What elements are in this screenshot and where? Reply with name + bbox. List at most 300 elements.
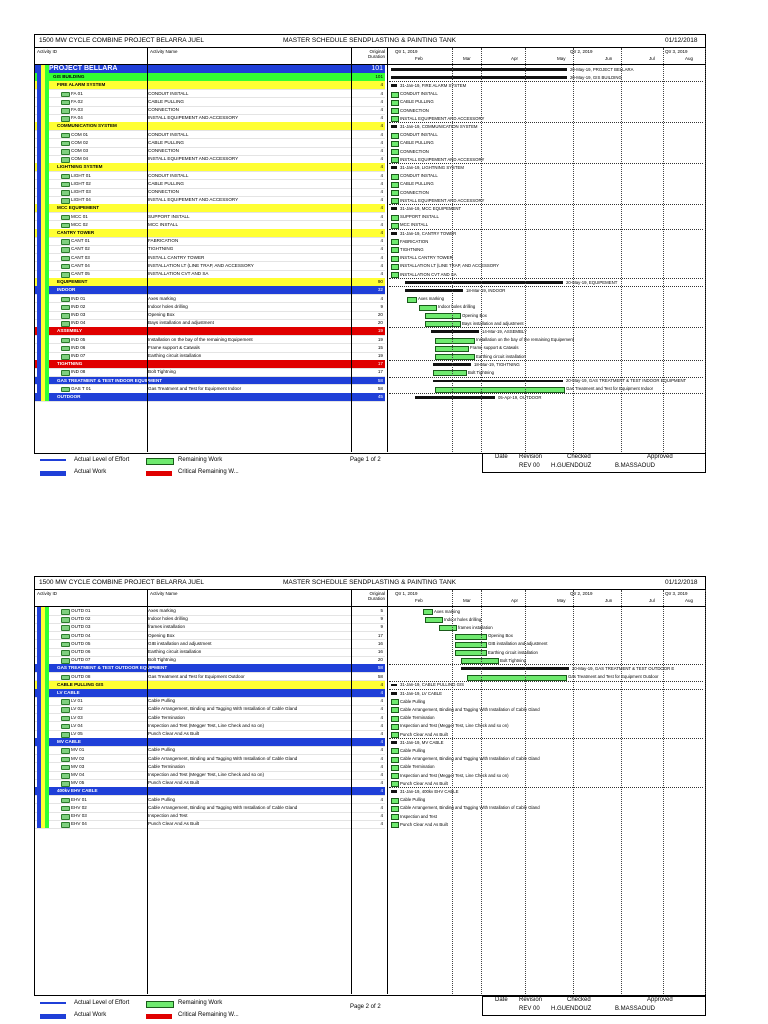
group-separator [389, 81, 703, 82]
group-separator [389, 229, 703, 230]
activity-id: GIS BUILDING [53, 74, 85, 80]
activity-id: EHV 02 [71, 804, 87, 810]
activity-id: MV 05 [71, 780, 85, 786]
grid-line [705, 48, 706, 452]
legend-effort: Actual Level of Effort [74, 457, 130, 463]
activity-id: COM 04 [71, 156, 89, 162]
activity-duration: 16 [377, 640, 383, 646]
project-title: 1500 MW CYCLE COMBINE PROJECT BELARRA JUEL [39, 37, 204, 44]
schedule-title: MASTER SCHEDULE SENDPLASTING & PAINTING TANK [283, 37, 457, 44]
activity-id: IND 04 [71, 320, 86, 326]
activity-duration: 5 [380, 608, 383, 613]
remaining-work-bar [391, 707, 399, 713]
remaining-work-bar [391, 100, 399, 106]
activity-duration: 4 [380, 115, 383, 121]
remaining-work-bar [391, 699, 399, 705]
activity-duration: 4 [380, 139, 383, 145]
activity-id: CANT 04 [71, 262, 90, 268]
group-separator [389, 689, 703, 690]
activity-name: MCC INSTALL [148, 221, 179, 227]
activity-name: TIGHTNING [148, 246, 174, 252]
approval-approved-by-2: B.MASSAOUD [615, 1006, 656, 1012]
title-bar [35, 35, 705, 48]
group-separator [389, 360, 703, 361]
group-separator [389, 681, 703, 682]
activity-bar-icon [61, 108, 70, 114]
activity-id: FA 01 [71, 90, 83, 96]
gantt-bar-label: Earthing circuit installation [488, 649, 538, 655]
activity-duration: 4 [380, 213, 383, 219]
activity-duration: 15 [377, 344, 383, 350]
activity-name: Inspection and Test (Megger Test, Line Check and so on) [148, 772, 265, 777]
activity-bar-icon [61, 239, 70, 245]
activity-duration: 4 [380, 262, 383, 268]
activity-bar-icon [61, 773, 70, 779]
activity-id: CANT 02 [71, 246, 90, 252]
activity-name: Cable Termination [148, 763, 185, 769]
activity-id: LIGHT 01 [71, 172, 91, 178]
activity-name: Opening Box [148, 632, 175, 638]
activity-id: TIGHTNING [57, 361, 83, 367]
quarter-2-p2: Qtr 2, 2019 [570, 591, 593, 596]
activity-duration: 4 [380, 755, 383, 761]
activity-id: OUTD 04 [71, 632, 91, 638]
gantt-bar-label: CONNECTION [400, 148, 429, 154]
activity-id: OUTD 02 [71, 616, 91, 622]
gantt-bar-label: SUPPORT INSTALL [400, 214, 439, 220]
summary-bar [391, 741, 397, 744]
activity-duration: 4 [380, 821, 383, 827]
activity-name: Frame support & Catwals [148, 344, 200, 350]
summary-bar [391, 125, 397, 128]
activity-name: Punch Clear And As Built [148, 780, 200, 786]
quarter-2: Qtr 2, 2019 [570, 49, 593, 54]
activity-id: IND 06 [71, 344, 86, 350]
activity-name: CONNECTION [148, 189, 179, 194]
activity-bar-icon [61, 92, 70, 98]
activity-name: Inspection and Test [148, 813, 188, 818]
activity-id: LV CABLE [57, 690, 80, 695]
grid-line [573, 48, 574, 452]
gantt-bar-label: Punch Clear And As Built [400, 731, 448, 737]
month-may-p2: May [557, 598, 566, 603]
activity-name: Indoor holes drilling [148, 303, 188, 309]
group-separator [389, 377, 703, 378]
activity-bar-icon [61, 338, 70, 344]
activity-name: Axes marking [148, 295, 176, 301]
activity-id: COM 03 [71, 148, 89, 153]
grid-line [705, 590, 706, 994]
gantt-bar-label: Punch Clear And As Built [400, 821, 448, 827]
activity-duration: 9 [380, 616, 383, 622]
activity-id: MV 01 [71, 747, 85, 753]
activity-id: OUTD 03 [71, 624, 91, 630]
activity-name: Bolt Tightning [148, 369, 176, 375]
approval-revision-header-2: Revision [519, 997, 543, 1003]
activity-name: GIB installation and adjustment [148, 640, 212, 646]
activity-bar-icon [61, 609, 70, 615]
summary-bar [405, 281, 563, 284]
gantt-bar-label: CONDUIT INSTALL [400, 132, 438, 138]
remaining-work-bar [391, 256, 399, 262]
month-jun: Jun [605, 56, 613, 61]
gantt-bar-label: INSTALL CANTRY TOWER [400, 255, 453, 261]
activity-duration: 4 [380, 739, 383, 745]
activity-duration: 4 [380, 123, 383, 129]
group-separator [389, 787, 703, 788]
legend-remaining-2: Remaining Work [178, 1000, 223, 1006]
remaining-work-bar [391, 814, 399, 820]
activity-name: Bays installation and adjustment [148, 320, 214, 326]
gantt-bar-label: Cable Pulling [400, 698, 426, 704]
activity-name: INSTALL EQUIPEMENT AND ACCESSORY [148, 115, 239, 121]
activity-duration: 4 [380, 172, 383, 178]
activity-bar-icon [61, 617, 70, 623]
col-activity-name-2: Activity Name [150, 591, 178, 596]
activity-name: INSTALLATION LT (LINE TRAP, AND ACCESSORY [148, 262, 254, 268]
approval-table-2 [482, 996, 706, 1016]
gantt-bar-label: 20-May-19, GIS BUILDING [570, 74, 622, 80]
activity-id: CANTRY TOWER [57, 230, 95, 235]
activity-duration: 101 [375, 74, 383, 80]
gantt-bar-label: Cable Termination [400, 715, 435, 721]
wbs-row[interactable] [35, 393, 385, 402]
activity-row[interactable] [35, 820, 385, 829]
legend-effort-swatch [40, 459, 66, 461]
activity-duration: 58 [377, 665, 383, 671]
activity-duration: 58 [377, 377, 383, 383]
activity-duration: 19 [377, 353, 383, 358]
grid-line [147, 48, 148, 452]
activity-duration: 20 [377, 320, 383, 326]
gantt-bar-label: Axes marking [434, 608, 461, 614]
activity-id: GAS TREATMENT & TEST INDOOR EQUIPMENT [57, 377, 163, 383]
activity-id: MV 03 [71, 763, 85, 769]
summary-bar [391, 84, 397, 87]
remaining-work-bar [425, 321, 461, 327]
activity-duration: 4 [380, 82, 383, 88]
quarter-3-p2: Qtr 3, 2019 [665, 591, 688, 596]
activity-bar-icon [61, 182, 70, 188]
activity-bar-icon [61, 822, 70, 828]
legend-critical-swatch [146, 471, 172, 476]
activity-id: LV 04 [71, 722, 83, 728]
activity-duration: 19 [377, 328, 383, 334]
summary-bar [405, 289, 463, 292]
activity-id: LV 03 [71, 714, 83, 720]
activity-duration: 4 [380, 254, 383, 260]
grid-line [452, 48, 453, 452]
legend-effort-swatch-2 [40, 1002, 66, 1004]
gantt-bar-label: INSTALL EQUIPEMENT AND ACCESSORY [400, 156, 485, 162]
remaining-work-bar [391, 157, 399, 163]
grid-line [481, 48, 482, 452]
remaining-work-bar [391, 215, 399, 221]
page-number-2: Page 2 of 2 [350, 1004, 381, 1010]
col-activity-id-2: Activity ID [37, 591, 58, 596]
legend-critical-swatch-2 [146, 1014, 172, 1019]
activity-bar-icon [61, 814, 70, 820]
approval-rev: REV 00 [519, 463, 540, 469]
remaining-work-bar [455, 650, 487, 656]
gantt-bar-label: 20-May-19, GAS TREATMENT & TEST OUTDOOR E [572, 665, 675, 671]
approval-checked-header-2: Checked [567, 997, 591, 1003]
remaining-work-bar [391, 223, 399, 229]
activity-bar-icon [61, 370, 70, 376]
gantt-bar-label: INSTALL EQUIPEMENT AND ACCESSORY [400, 197, 485, 203]
grid-line [452, 590, 453, 994]
gantt-bar-label: CABLE PULLING [400, 140, 434, 146]
activity-bar-icon [61, 757, 70, 763]
gantt-bar-label: Cable Arrangement, Binding and Tagging With Installation of Cable Gland [400, 706, 540, 712]
activity-id: EHV 03 [71, 813, 87, 818]
remaining-work-bar [425, 313, 461, 319]
group-separator [389, 664, 703, 665]
activity-bar-icon [61, 625, 70, 631]
gantt-bar-label: frames installation [458, 624, 493, 630]
activity-id: LV 01 [71, 698, 83, 704]
gantt-bar-label: CONDUIT INSTALL [400, 91, 438, 97]
remaining-work-bar [433, 370, 467, 376]
footer-page-1 [34, 453, 704, 481]
wbs-indent-strip [45, 607, 49, 828]
activity-id: MCC EQUIPEMENT [57, 205, 100, 211]
schedule-date-2: 01/12/2018 [665, 579, 698, 586]
activity-id: LIGHT 02 [71, 180, 91, 186]
activity-id: PROJECT BELLARA [49, 65, 118, 72]
gantt-bar-label: Installation on the bay of the remaining Equipement [476, 337, 574, 343]
summary-bar [391, 684, 397, 687]
activity-name: Bolt Tightning [148, 657, 176, 663]
schedule-page-1 [34, 34, 706, 454]
activity-duration: 19 [377, 336, 383, 342]
summary-bar [391, 166, 397, 169]
col-duration: Original Duration [367, 49, 385, 59]
remaining-work-bar [391, 239, 399, 245]
gantt-bar-label: CONNECTION [400, 189, 429, 195]
remaining-work-bar [391, 773, 399, 779]
gantt-bar-label: Earthing circuit installation [476, 353, 526, 359]
activity-bar-icon [61, 215, 70, 221]
activity-name: CONNECTION [148, 148, 179, 153]
month-jun-p2: Jun [605, 598, 613, 603]
remaining-work-bar [391, 716, 399, 722]
activity-id: GAS T 01 [71, 385, 92, 391]
activity-duration: 4 [380, 189, 383, 194]
approval-checked-by: H.GUENDOUZ [551, 463, 592, 469]
gantt-bar-label: Cable Arrangement, Binding and Tagging With Installation of Cable Gland [400, 805, 540, 811]
approval-checked-by-2: H.GUENDOUZ [551, 1006, 592, 1012]
gantt-bar-label: Cable Termination [400, 764, 435, 770]
activity-bar-icon [61, 100, 70, 106]
activity-id: OUTD 07 [71, 657, 91, 663]
legend-remaining-swatch-2 [146, 1001, 174, 1008]
approval-rev-2: REV 00 [519, 1006, 540, 1012]
remaining-work-bar [391, 141, 399, 147]
activity-id: IND 07 [71, 353, 86, 358]
activity-bar-icon [61, 781, 70, 787]
remaining-work-bar [419, 305, 437, 311]
activity-duration: 4 [380, 796, 383, 802]
activity-id: MV CABLE [57, 739, 81, 745]
activity-name: Cable Arrangement, Binding and Tagging With Installation of Cable Gland [148, 755, 298, 761]
activity-duration: 4 [380, 295, 383, 301]
activity-duration: 45 [377, 394, 383, 399]
remaining-work-bar [391, 198, 399, 204]
activity-name: Inspection and Test (Megger Test, Line Check and so on) [148, 722, 265, 728]
activity-name: Earthing circuit installation [148, 649, 202, 654]
activity-name: frames installation [148, 624, 186, 630]
activity-duration: 4 [380, 205, 383, 211]
grid-line [351, 590, 352, 994]
group-separator [389, 286, 703, 287]
activity-id: CABLE PULLING GIS [57, 681, 104, 687]
gantt-bar-label: Gas Treatment and Test for Equipment Indoor [566, 386, 654, 392]
activity-id: LV 05 [71, 731, 83, 736]
grid-line [573, 590, 574, 994]
activity-name: SUPPORT INSTALL [148, 213, 190, 219]
activity-id: 400kv EHV CABLE [57, 788, 98, 794]
wbs-indent-strip [45, 65, 49, 401]
group-separator [389, 738, 703, 739]
summary-bar [391, 76, 567, 79]
remaining-work-bar [391, 748, 399, 754]
activity-name: Axes marking [148, 608, 176, 613]
gantt-bar-label: 31-Jan-19, MCC EQUIPEMENT [400, 205, 462, 211]
gantt-bar-label: Cable Arrangement, Binding and Tagging With Installation of Cable Gland [400, 756, 540, 762]
approval-checked-header: Checked [567, 454, 591, 460]
page-number: Page 1 of 2 [350, 457, 381, 463]
grid-line [351, 48, 352, 452]
activity-duration: 4 [380, 731, 383, 736]
activity-duration: 4 [380, 772, 383, 777]
gantt-bar-label: Axes marking [418, 296, 445, 302]
gantt-bar-label: Inspection and Test (Megger Test, Line Check and so on) [400, 723, 509, 729]
activity-id: COM 01 [71, 131, 89, 137]
group-separator [389, 163, 703, 164]
approval-date-header: Date [495, 454, 508, 460]
approval-revision-header: Revision [519, 454, 543, 460]
activity-duration: 4 [380, 246, 383, 252]
activity-duration: 4 [380, 813, 383, 818]
activity-name: Cable Pulling [148, 747, 176, 753]
activity-bar-icon [61, 798, 70, 804]
summary-bar [391, 207, 397, 210]
activity-bar-icon [61, 642, 70, 648]
remaining-work-bar [425, 617, 443, 623]
group-separator [389, 278, 703, 279]
remaining-work-bar [391, 757, 399, 763]
activity-bar-icon [61, 716, 70, 722]
activity-duration: 4 [380, 197, 383, 203]
grid-line [387, 48, 388, 452]
activity-bar-icon [61, 806, 70, 812]
col-duration-2: Original Duration [367, 591, 385, 601]
activity-duration: 58 [377, 673, 383, 679]
activity-bar-icon [61, 650, 70, 656]
gantt-bar-label: CONNECTION [400, 107, 429, 113]
group-separator [389, 204, 703, 205]
gantt-bar-label: INSTALLATION LT (LINE TRAP, AND ACCESSORY [400, 263, 500, 269]
activity-name: INSTALL EQUIPEMENT AND ACCESSORY [148, 197, 239, 203]
gantt-bar-label: Frame support & Catwals [470, 345, 519, 351]
schedule-title-2: MASTER SCHEDULE SENDPLASTING & PAINTING TANK [283, 579, 457, 586]
month-feb-p2: Feb [415, 598, 423, 603]
activity-id: IND 05 [71, 336, 86, 342]
gantt-bar-label: CABLE PULLING [400, 181, 434, 187]
activity-id: MV 02 [71, 755, 85, 761]
activity-id: ASSEMBLY [57, 328, 83, 334]
grid-line [663, 590, 664, 994]
summary-bar [415, 396, 495, 399]
group-separator [389, 122, 703, 123]
gantt-bar-label: 18-Mar-19, INDOOR [466, 287, 506, 293]
activity-name: CONDUIT INSTALL [148, 172, 189, 178]
remaining-work-bar [391, 272, 399, 278]
activity-duration: 90 [377, 279, 383, 285]
gantt-bar-label: 31-Jan-19, CABLE PULLING GIS [400, 682, 465, 688]
activity-name: Punch Clear And As Built [148, 731, 200, 736]
activity-id: GAS TREATMENT & TEST OUTDOOR EQUIPMENT [57, 665, 168, 671]
gantt-bar-label: CABLE PULLING [400, 99, 434, 105]
remaining-work-bar [391, 149, 399, 155]
activity-duration: 4 [380, 180, 383, 186]
activity-bar-icon [61, 264, 70, 270]
gantt-bar-label: 20-May-19, EQUIPEMENT [566, 279, 618, 285]
remaining-work-bar [391, 732, 399, 738]
activity-name: Gas Treatment and Test for Equipment Outdoor [148, 673, 245, 679]
remaining-work-bar [461, 658, 499, 664]
activity-id: FIRE ALARM SYSTEM [57, 82, 106, 88]
remaining-work-bar [439, 625, 457, 631]
schedule-date: 01/12/2018 [665, 37, 698, 44]
activity-name: Installation on the bay of the remaining Equipement [148, 336, 253, 342]
grid-line [621, 48, 622, 452]
activity-duration: 4 [380, 98, 383, 104]
activity-bar-icon [61, 174, 70, 180]
remaining-work-bar [423, 609, 433, 615]
month-apr-p2: Apr [511, 598, 519, 603]
activity-bar-icon [61, 707, 70, 713]
activity-duration: 20 [377, 312, 383, 317]
gantt-bar-label: 31-Jan-19, COMMUNICATION SYSTEM [400, 123, 478, 129]
remaining-work-bar [391, 724, 399, 730]
remaining-work-bar [391, 92, 399, 98]
gantt-bar-label: Inspection and Test (Megger Test, Line Check and so on) [400, 772, 509, 778]
grid-line [481, 590, 482, 994]
activity-bar-icon [61, 658, 70, 664]
activity-duration: 58 [377, 385, 383, 391]
remaining-work-bar [407, 297, 417, 303]
gantt-bar-label: 31-Jan-19, FIRE ALARM SYSTEM [400, 82, 467, 88]
approval-approved-by: B.MASSAOUD [615, 463, 656, 469]
activity-duration: 4 [380, 90, 383, 96]
approval-approved-header: Approved [647, 454, 673, 460]
gantt-bar-label: 31-Jan-19, CANTRY TOWER [400, 230, 457, 236]
activity-bar-icon [61, 748, 70, 754]
activity-bar-icon [61, 256, 70, 262]
activity-id: OUTDOOR [57, 394, 81, 399]
activity-id: OUTD 06 [71, 649, 91, 654]
activity-id: MV 04 [71, 772, 85, 777]
approval-approved-header-2: Approved [647, 997, 673, 1003]
grid-line [387, 590, 388, 994]
activity-duration: 17 [377, 632, 383, 638]
approval-table [482, 453, 706, 473]
activity-name: Cable Termination [148, 714, 185, 720]
activity-name: Indoor holes drilling [148, 616, 188, 622]
gantt-bar-label: Opening Box [488, 633, 513, 639]
